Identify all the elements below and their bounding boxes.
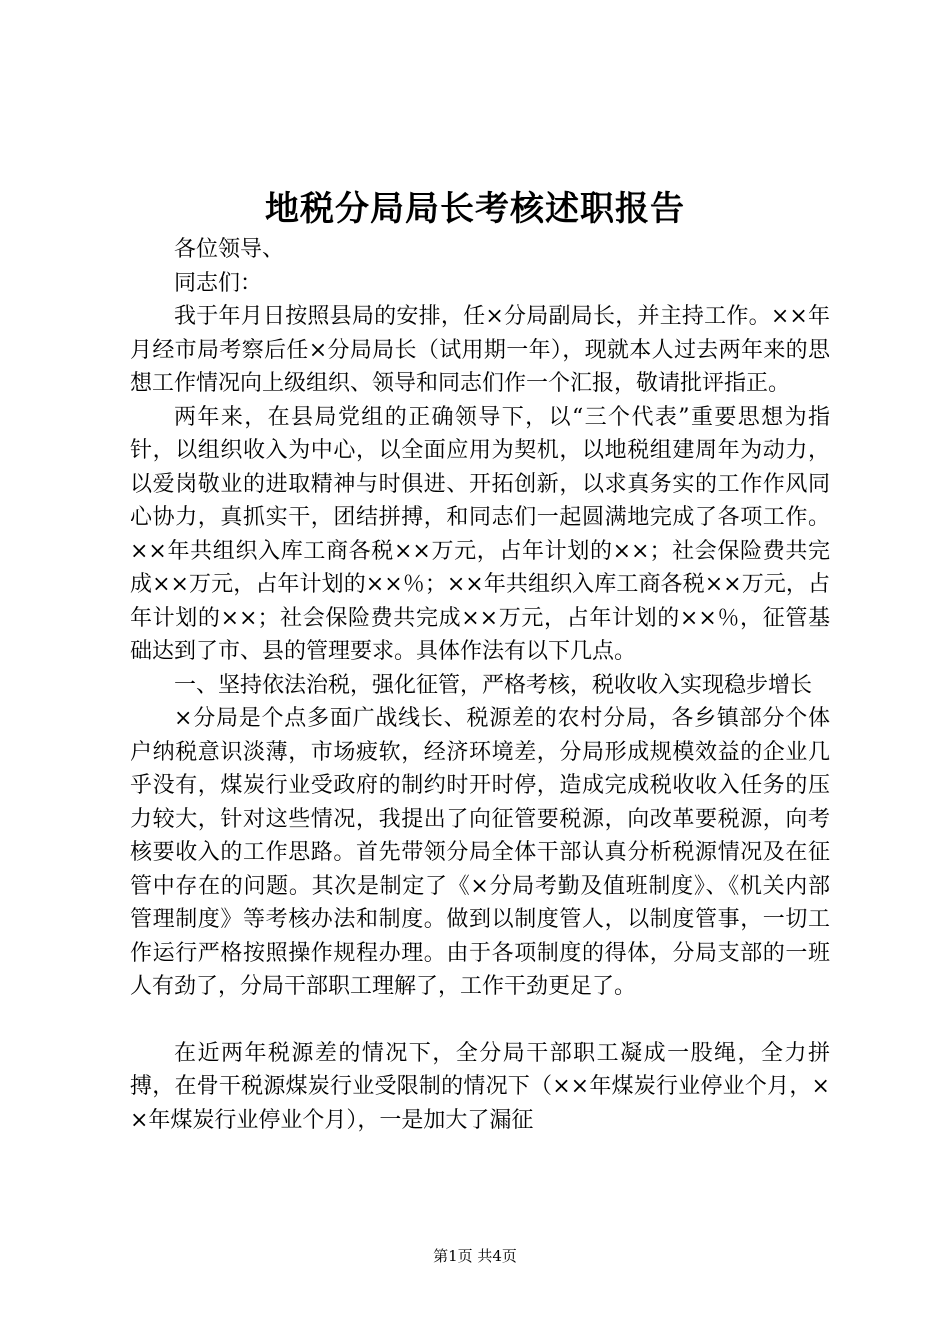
page-footer: 第1页 共4页 bbox=[433, 1247, 517, 1265]
salutation-line-1: 各位领导、 bbox=[174, 237, 285, 262]
paragraph-spacer bbox=[130, 1004, 830, 1037]
continuation-paragraph: 在近两年税源差的情况下，全分局干部职工凝成一股绳，全力拼搏，在骨干税源煤炭行业受限制的情况下（××年煤炭行业停业个月，××年煤炭行业停业个月），一是加大了漏征 bbox=[130, 1040, 830, 1133]
section-paragraph: ×分局是个点多面广战线长、税源差的农村分局，各乡镇部分个体户纳税意识淡薄，市场疲软，经济环境差，分局形成规模效益的企业几乎没有，煤炭行业受政府的制约时开时停，造成完成税收收入任务的压力较大，针对这些情况，我提出了向征管要税源，向改革要税源，向考核要收入的工作思路。首先带领分局全体干部认真分析税源情况及在征管中存在的问题。其次是制定了《×分局考勤及值班制度》、《机关内部管理制度》等考核办法和制度。做到以制度管人，以制度管事，一切工作运行严格按照操作规程办理。由于各项制度的得体，分局支部的一班人有劲了，分局干部职工理解了，工作干劲更足了。 bbox=[130, 706, 830, 999]
section-heading: 一、坚持依法治税，强化征管，严格考核，税收收入实现稳步增长 bbox=[174, 672, 813, 698]
salutation-line-2: 同志们： bbox=[174, 270, 263, 296]
summary-paragraph: 两年来，在县局党组的正确领导下，以“三个代表”重要思想为指针，以组织收入为中心，以全面应用为契机，以地税组建周年为动力，以爱岗敬业的进取精神与时俱进、开拓创新，以求真务实的工作作风同心协力，真抓实干，团结拼搏，和同志们一起圆满地完成了各项工作。××年共组织入库工商各税××万元，占年计划的××；社会保险费共完成××万元，占年计划的××％；××年共组织入库工商各税××万元，占年计划的××；社会保险费共完成××万元，占年计划的××％，征管基础达到了市、县的管理要求。具体作法有以下几点。 bbox=[130, 404, 830, 664]
document-body bbox=[130, 233, 830, 1137]
intro-paragraph: 我于年月日按照县局的安排，任×分局副局长，并主持工作。××年月经市局考察后任×分局局长（试用期一年），现就本人过去两年来的思想工作情况向上级组织、领导和同志们作一个汇报，敬请批评指正。 bbox=[130, 304, 830, 396]
document-title: 地税分局局长考核述职报告 bbox=[265, 189, 685, 229]
